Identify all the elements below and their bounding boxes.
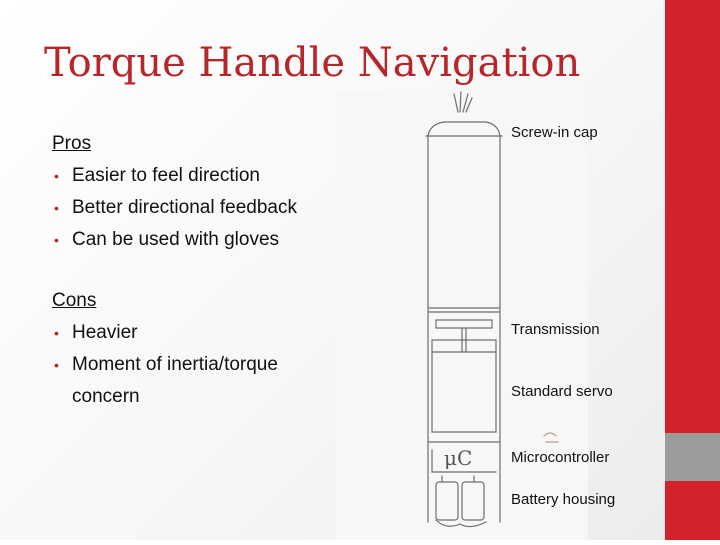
side-accent-bar-red: [665, 0, 720, 433]
pros-item-text: Can be used with gloves: [72, 229, 280, 250]
pros-item: [52, 224, 297, 256]
pros-item-text: Easier to feel direction: [72, 165, 260, 186]
side-accent-bar-red-bottom: [665, 481, 720, 540]
transmission-bar: [436, 320, 492, 328]
pros-item: [52, 160, 297, 192]
cap-outline: [428, 122, 500, 136]
side-accent-bar-gray: [665, 433, 720, 481]
pros-item: [52, 192, 297, 224]
cons-item-text: Heavier: [72, 322, 138, 343]
device-sketch: [336, 90, 588, 540]
microcontroller-mark: μC: [444, 446, 473, 470]
pros-section: [52, 128, 297, 256]
cons-section: [52, 285, 278, 413]
device-sketch-drawing: [336, 90, 588, 540]
cons-item-text: Moment of inertia/torque: [72, 354, 278, 375]
cons-item: [52, 349, 278, 381]
battery-cell-left: [436, 482, 458, 520]
pros-heading: Pros: [52, 133, 92, 154]
bullet-icon: •: [54, 357, 59, 373]
wire-tuft-icon: [454, 92, 472, 112]
label-transmission: Transmission: [511, 321, 600, 338]
bullet-icon: •: [54, 168, 59, 184]
label-microcontroller: Microcontroller: [511, 449, 610, 466]
label-standard-servo: Standard servo: [511, 383, 613, 400]
bullet-icon: •: [54, 325, 59, 341]
bullet-icon: •: [54, 232, 59, 248]
slide-title: Torque Handle Navigation: [44, 40, 581, 86]
cons-item-continuation: [52, 381, 278, 413]
cons-item-text: concern: [72, 386, 140, 407]
bullet-icon: •: [54, 200, 59, 216]
battery-cell-right: [462, 482, 484, 520]
pros-item-text: Better directional feedback: [72, 197, 297, 218]
label-battery-housing: Battery housing: [511, 491, 616, 508]
cons-heading: Cons: [52, 290, 97, 311]
servo-box: [432, 340, 496, 432]
cons-item: [52, 317, 278, 349]
label-screw-in-cap: Screw-in cap: [511, 124, 598, 141]
